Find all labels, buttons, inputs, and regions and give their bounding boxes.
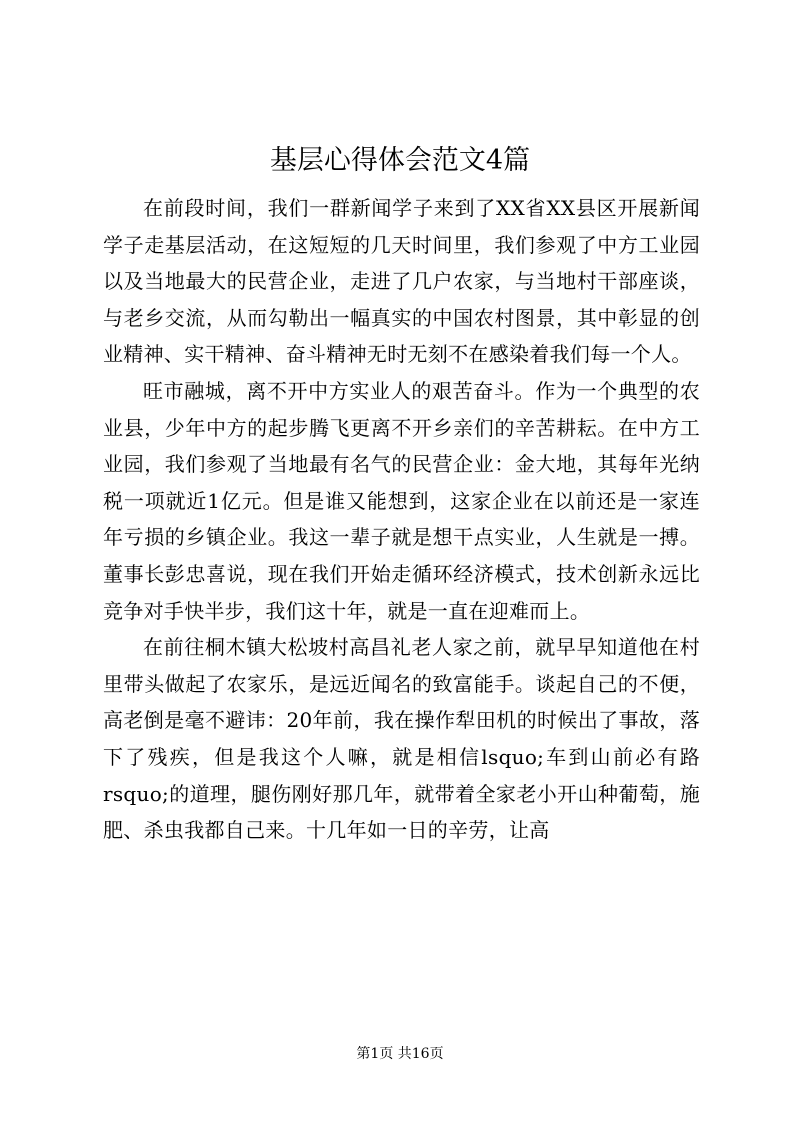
document-body — [103, 190, 700, 849]
paragraph-3: 在前往桐木镇大松坡村高昌礼老人家之前，就早早知道他在村里带头做起了农家乐，是远近闻名的致富能手。谈起自己的不便，高老倒是毫不避讳：20年前，我在操作犁田机的时候出了事故，落下了残疾，但是我这个人嘛，就是相信lsquo;车到山前必有路rsquo;的道理，腿伤刚好那几年，就带着全家老小开山种葡萄，施肥、杀虫我都自己来。十几年如一日的辛劳，让高 — [103, 635, 700, 843]
paragraph-1: 在前段时间，我们一群新闻学子来到了XX省XX县区开展新闻学子走基层活动，在这短短的几天时间里，我们参观了中方工业园以及当地最大的民营企业，走进了几户农家，与当地村干部座谈，与老乡交流，从而勾勒出一幅真实的中国农村图景，其中彰显的创业精神、实干精神、奋斗精神无时无刻不在感染着我们每一个人。 — [103, 196, 700, 367]
document-title: 基层心得体会范文4篇 — [269, 145, 531, 176]
paragraph-2: 旺市融城，离不开中方实业人的艰苦奋斗。作为一个典型的农业县，少年中方的起步腾飞更离不开乡亲们的辛苦耕耘。在中方工业园，我们参观了当地最有名气的民营企业：金大地，其每年光纳税一项就近1亿元。但是谁又能想到，这家企业在以前还是一家连年亏损的乡镇企业。我这一辈子就是想干点实业，人生就是一搏。董事长彭忠喜说，现在我们开始走循环经济模式，技术创新永远比竞争对手快半步，我们这十年，就是一直在迎难而上。 — [103, 378, 700, 623]
page-number-footer: 第1页 共16页 — [356, 1046, 444, 1062]
